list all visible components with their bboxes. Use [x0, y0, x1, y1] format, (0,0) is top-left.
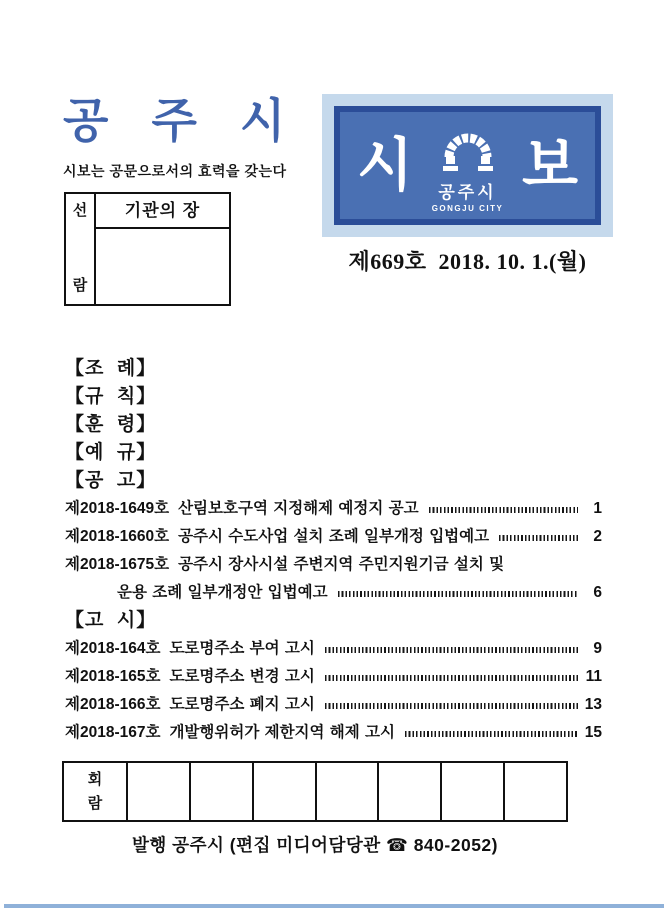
- dot-leader: [499, 535, 578, 541]
- entry-title: 운용 조례 일부개정안 입법예고: [117, 584, 328, 601]
- entry-number: 제2018-167호: [65, 724, 161, 741]
- toc-section-header: 【훈 령】: [65, 414, 157, 435]
- dot-leader: [405, 731, 578, 737]
- circulation-cells: [128, 763, 566, 820]
- circulation-label-top: 회: [87, 771, 103, 789]
- toc-entry: [65, 719, 602, 747]
- toc-section-header: 【조 례】: [65, 358, 157, 379]
- gazette-logo-box: [334, 106, 601, 225]
- entry-number: 제2018-165호: [65, 668, 161, 685]
- bottom-accent-line: [4, 904, 664, 908]
- entry-page-number: 6: [593, 584, 602, 601]
- entry-number: 제2018-164호: [65, 640, 161, 657]
- circulation-empty-cell: [377, 763, 440, 820]
- circulation-label-cell: [64, 763, 128, 820]
- entry-title: 공주시 장사시설 주변지역 주민지원기금 설치 및: [178, 556, 505, 573]
- review-table-right-column: [96, 194, 229, 304]
- entry-page-number: 9: [593, 640, 602, 657]
- circulation-empty-cell: [252, 763, 315, 820]
- entry-page-number: 15: [584, 724, 602, 741]
- entry-title: 공주시 수도사업 설치 조례 일부개정 입법예고: [178, 528, 490, 545]
- entry-page-number: 1: [593, 500, 602, 517]
- circulation-empty-cell: [315, 763, 378, 820]
- review-label-top: 선: [72, 202, 88, 219]
- entry-number: 제2018-1675호: [65, 556, 170, 573]
- entry-title: 도로명주소 폐지 고시: [169, 696, 315, 713]
- logo-char-bo: 보: [521, 132, 578, 198]
- entry-number: 제2018-1660호: [65, 528, 170, 545]
- entry-title: 도로명주소 변경 고시: [169, 668, 315, 685]
- toc-section-header: 【예 규】: [65, 442, 157, 463]
- issue-number-date: 제669호 2018. 10. 1.(월): [348, 249, 587, 274]
- circulation-empty-cell: [503, 763, 566, 820]
- entry-title: 산림보호구역 지정해제 예정지 공고: [178, 500, 419, 517]
- circulation-label-bottom: 람: [87, 794, 103, 812]
- entry-title: 도로명주소 부여 고시: [169, 640, 315, 657]
- dot-leader: [325, 703, 578, 709]
- fortress-arch-icon: [440, 126, 496, 176]
- entry-page-number: 13: [584, 696, 602, 713]
- entry-title: 개발행위허가 제한지역 해제 고시: [169, 724, 395, 741]
- dot-leader: [429, 507, 578, 513]
- toc-entry: [65, 523, 602, 551]
- dot-leader: [338, 591, 578, 597]
- entry-number: 제2018-1649호: [65, 500, 170, 517]
- circulation-table: [62, 761, 568, 822]
- toc: [65, 355, 602, 747]
- review-label-bottom: 람: [72, 277, 88, 294]
- toc-section-header: 【공 고】: [65, 470, 157, 491]
- publisher-footer: 발행 공주시 (편집 미디어담당관 ☎ 840-2052): [132, 835, 498, 855]
- entry-page-number: 11: [585, 668, 602, 685]
- logo-char-si: 시: [357, 132, 414, 198]
- logo-city-name: 공주시: [438, 183, 497, 202]
- entry-number: 제2018-166호: [65, 696, 161, 713]
- toc-entry: [65, 579, 602, 607]
- circulation-empty-cell: [189, 763, 252, 820]
- review-table-empty-cell: [96, 229, 229, 304]
- circulation-empty-cell: [128, 763, 189, 820]
- dot-leader: [325, 675, 578, 681]
- circulation-empty-cell: [440, 763, 503, 820]
- toc-section-header: 【고 시】: [65, 610, 157, 631]
- gazette-tagline: 시보는 공문으로서의 효력을 갖는다: [63, 163, 287, 179]
- toc-entry: [65, 551, 602, 579]
- review-table-header: 기관의 장: [96, 194, 229, 229]
- entry-page-number: 2: [593, 528, 602, 545]
- toc-entry: [65, 495, 602, 523]
- city-emblem: [432, 126, 504, 213]
- toc-entry: [65, 635, 602, 663]
- logo-city-name-en: GONGJU CITY: [431, 204, 504, 213]
- toc-section-header: 【규 칙】: [65, 386, 157, 407]
- page-title: 공 주 시: [63, 94, 288, 147]
- toc-entry: [65, 691, 602, 719]
- gazette-logo-panel: [322, 94, 613, 237]
- toc-entry: [65, 663, 602, 691]
- review-approval-table: [64, 192, 231, 306]
- dot-leader: [325, 647, 578, 653]
- review-table-left-column: [66, 194, 96, 304]
